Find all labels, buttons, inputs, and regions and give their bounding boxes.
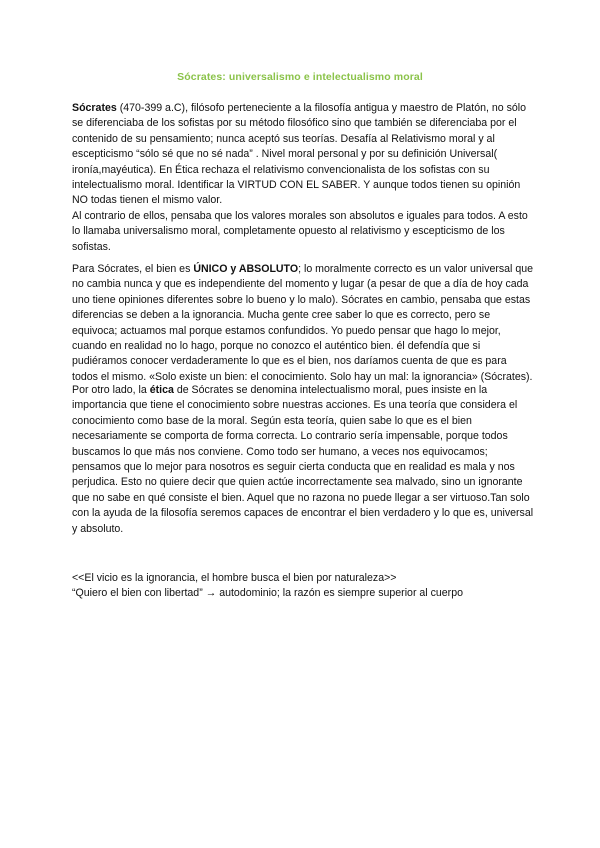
paragraph-socrates-intro: [72, 101, 534, 255]
paragraph-good-absolute-lead: Para Sócrates, el bien es: [72, 263, 194, 275]
paragraph-intellectualism-text: de Sócrates se denomina intelectualismo moral, pues insiste en la importancia que tiene el conocimiento sobre nuestras acciones. Es una teoría que considera el conocimiento como base de la moral. Según esta teoría, quien sabe lo que es el bien necesariamente se comporta de forma correcta. Lo contrario sería impensable, porque todos buscamos lo que más nos conviene. Como todo ser humano, a veces nos equivocamos; pensamos que lo mejor para nosotros es seguir cierta conducta que en realidad es mala y nos perjudica. Esto no quiere decir que quien actúe incorrectamente sea malvado, sino un ignorante que no sabe en qué consiste el bien. Aquel que no razona no puede llegar a ser virtuoso.Tan solo con la ayuda de la filosofía seremos capaces de encontrar el bien verdadero y lo que es, universal y absoluto.: [72, 384, 534, 535]
paragraph-good-absolute: [72, 262, 534, 385]
bold-lead-socrates: Sócrates: [72, 102, 117, 114]
quote-freedom-selfcontrol: “Quiero el bien con libertad” → autodominio; la razón es siempre superior al cuerpo: [72, 587, 463, 600]
document-title: Sócrates: universalismo e intelectualismo moral: [177, 71, 423, 83]
paragraph-good-absolute-text: ; lo moralmente correcto es un valor universal que no cambia nunca y que es independiente del momento y lugar (a pesar de que a día de hoy cada uno tiene opiniones diferentes sobre lo bueno y lo malo). Sócrates en cambio, pensaba que estas diferencias se deben a la ignorancia. Mucha gente cree saber lo que es correcto, pero se equivoca; actuamos mal porque estamos confundidos. Yo puedo pensar que hago lo mejor, cuando en realidad no lo hago, porque no conozco el auténtico bien. él defendía que si pudiéramos conocer verdaderamente lo que es el bien, nos daríamos cuenta de que es para todos el mismo. «Solo existe un bien: el conocimiento. Solo hay un mal: la ignorancia» (Sócrates).: [72, 263, 534, 383]
paragraph-intellectualism: [72, 383, 534, 537]
paragraph-universalism-text: Al contrario de ellos, pensaba que los valores morales son absolutos e iguales para todos. A esto lo llamaba universalismo moral, completamente opuesto al relativismo y escepticismo de los sofistas.: [72, 209, 528, 253]
bold-etica: ética: [149, 384, 174, 396]
quotes-block: [72, 571, 534, 602]
quote-vice-ignorance: <<El vicio es la ignorancia, el hombre busca el bien por naturaleza>>: [72, 572, 397, 584]
bold-unico-absoluto: ÚNICO y ABSOLUTO: [193, 263, 299, 275]
paragraph-intellectualism-lead: Por otro lado, la: [72, 384, 150, 396]
paragraph-socrates-intro-text: (470-399 a.C), filósofo perteneciente a la filosofía antigua y maestro de Platón, no sólo se diferenciaba de los sofistas por su método filosófico sino que también se diferenciaba por el contenido de su pensamiento; nunca aceptó sus teorías. Desafía al Relativismo moral y al escepticismo “sólo sé que no sé nada” . Nivel moral personal y por su definición Universal( ironía,mayéutica). En Ética rechaza el relativismo convencionalista de los sofistas con su intelectualismo moral. Identificar la VIRTUD CON EL SABER. Y aunque todos tienen su opinión NO todas tienen el mismo valor.: [72, 102, 527, 207]
